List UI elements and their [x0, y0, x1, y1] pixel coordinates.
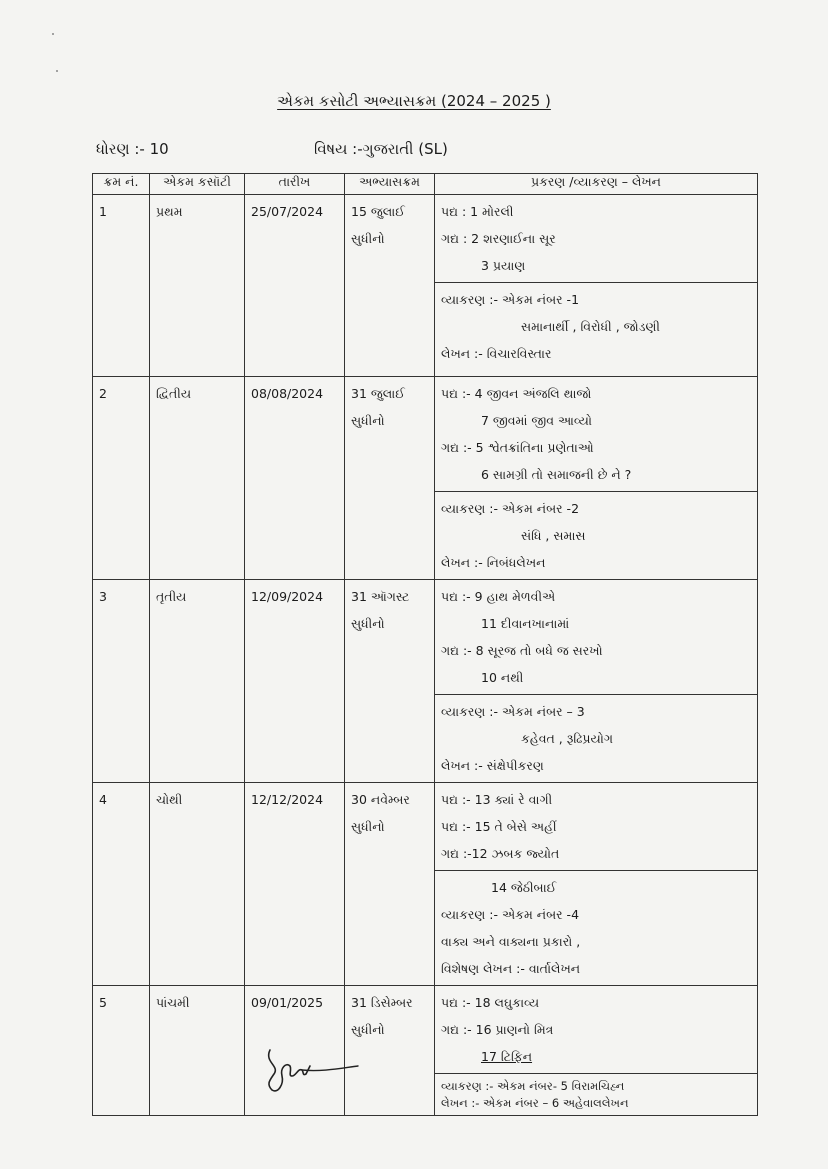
lesson-line: ગદ્ય :- 5 શ્વેતક્રાંતિના પ્રણેતાઓ — [441, 440, 594, 455]
lesson-line: 11 દીવાનખાનામાં — [481, 616, 570, 631]
lesson-line: 6 સામગ્રી તો સમાજની છે ને ? — [481, 467, 632, 482]
lesson-line: 3 પ્રયાણ — [481, 258, 526, 273]
grammar-line: સમાનાર્થી , વિરોધી , જોડણી — [521, 319, 660, 334]
grammar-line: વ્યાકરણ :- એકમ નંબર -1 — [441, 292, 580, 307]
syllabus-line: સુધીનો — [351, 616, 385, 631]
syllabus-line: 31 ઑગસ્ટ — [351, 589, 410, 604]
test-date: 12/12/2024 — [251, 792, 324, 807]
lesson-line: 10 નથી — [481, 670, 524, 685]
syllabus-range — [345, 377, 434, 437]
syllabus-table — [92, 173, 758, 1116]
lesson-line: પદ્ય :- 18 લઘુકાવ્ય — [441, 995, 540, 1010]
lesson-line: 7 જીવમાં જીવ આવ્યો — [481, 413, 593, 428]
table-row — [93, 377, 758, 580]
writing-line: લેખન :- વિચારવિસ્તાર — [441, 346, 552, 361]
serial-number: 3 — [99, 589, 107, 604]
lesson-line: ગદ્ય :- 16 પ્રાણનો મિત્ર — [441, 1022, 554, 1037]
grammar-line: વ્યાકરણ :- એકમ નંબર- 5 વિરામચિહ્ન — [441, 1079, 625, 1093]
lesson-line: 14 જેઠીબાઈ — [491, 880, 557, 895]
grammar-block — [435, 491, 757, 579]
table-header-row — [93, 174, 758, 195]
syllabus-range — [345, 986, 434, 1046]
syllabus-line: 31 જુલાઈ — [351, 386, 405, 401]
lessons-block — [435, 195, 757, 282]
grammar-line: સંધિ , સમાસ — [521, 528, 586, 543]
header-date: તારીખ — [245, 174, 345, 195]
grammar-block — [435, 282, 757, 370]
lesson-line: પદ્ય : 1 મોરલી — [441, 204, 514, 219]
grammar-line: વ્યાકરણ :- એકમ નંબર – 3 — [441, 704, 585, 719]
header-serial: ક્રમ નં. — [93, 174, 150, 195]
table-row — [93, 986, 758, 1116]
lesson-line: પદ્ય :- 4 જીવન અંજલિ થાજો — [441, 386, 592, 401]
table-row — [93, 580, 758, 783]
document-title — [0, 92, 828, 110]
syllabus-line: 30 નવેમ્બર — [351, 792, 410, 807]
writing-line: લેખન :- એકમ નંબર – 6 અહેવાલલેખન — [441, 1096, 629, 1110]
syllabus-line: સુધીનો — [351, 413, 385, 428]
grammar-line: વ્યાકરણ :- એકમ નંબર -2 — [441, 501, 580, 516]
serial-number: 2 — [99, 386, 107, 401]
document-title-text: એકમ કસોટી અભ્યાસક્રમ (2024 – 2025 ) — [277, 92, 551, 110]
test-date: 25/07/2024 — [251, 204, 324, 219]
lesson-line: 17 ટિફિન — [481, 1049, 533, 1064]
scan-speck — [56, 70, 58, 72]
grammar-block — [435, 1073, 757, 1115]
grammar-block — [435, 870, 757, 985]
subject-label: વિષય :-ગુજરાતી (SL) — [314, 140, 448, 158]
lessons-block — [435, 783, 757, 870]
standard-label: ધોરણ :- 10 — [96, 140, 169, 158]
syllabus-line: સુધીનો — [351, 1022, 385, 1037]
grammar-line: કહેવત , રૂઢિપ્રયોગ — [521, 731, 613, 746]
lesson-line: ગદ્ય : 2 શરણાઈના સૂર — [441, 231, 556, 246]
test-name: તૃતીય — [156, 589, 187, 604]
test-name: પ્રથમ — [156, 204, 183, 219]
lesson-line: પદ્ય :- 9 હાથ મેળવીએ — [441, 589, 556, 604]
syllabus-line: 31 ડિસેમ્બર — [351, 995, 413, 1010]
syllabus-range — [345, 580, 434, 640]
test-date: 12/09/2024 — [251, 589, 324, 604]
serial-number: 5 — [99, 995, 107, 1010]
lesson-line: પદ્ય :- 13 ક્યાં રે વાગી — [441, 792, 553, 807]
lesson-line: પદ્ય :- 15 તે બેસે અહીં — [441, 819, 557, 834]
lessons-block — [435, 580, 757, 694]
grammar-line: વ્યાકરણ :- એકમ નંબર -4 — [441, 907, 580, 922]
serial-number: 4 — [99, 792, 107, 807]
test-name: દ્વિતીય — [156, 386, 192, 401]
header-chapters: પ્રકરણ /વ્યાકરણ – લેખન — [435, 174, 758, 195]
test-date: 08/08/2024 — [251, 386, 324, 401]
grammar-line: વાક્ય અને વાક્યના પ્રકારો , — [441, 934, 581, 949]
writing-line: લેખન :- સંક્ષેપીકરણ — [441, 758, 544, 773]
grammar-block — [435, 694, 757, 782]
table-row — [93, 783, 758, 986]
syllabus-range — [345, 195, 434, 255]
syllabus-range — [345, 783, 434, 843]
syllabus-line: સુધીનો — [351, 819, 385, 834]
syllabus-line: સુધીનો — [351, 231, 385, 246]
writing-line: વિશેષણ લેખન :- વાર્તાલેખન — [441, 961, 581, 976]
serial-number: 1 — [99, 204, 107, 219]
scan-speck — [52, 33, 54, 35]
lesson-line: ગદ્ય :- 8 સૂરજ તો બધે જ સરખો — [441, 643, 603, 658]
test-date: 09/01/2025 — [251, 995, 324, 1010]
table-row — [93, 195, 758, 377]
lessons-block — [435, 377, 757, 491]
test-name: ચોથી — [156, 792, 183, 807]
test-name: પાંચમી — [156, 995, 190, 1010]
signature-image — [262, 1040, 372, 1100]
header-syllabus: અભ્યાસક્રમ — [345, 174, 435, 195]
syllabus-line: 15 જુલાઈ — [351, 204, 405, 219]
header-test: એકમ કસૉટી — [150, 174, 245, 195]
lesson-line: ગદ્ય :-12 ઝબક જ્યોત — [441, 846, 560, 861]
lessons-block — [435, 986, 757, 1073]
writing-line: લેખન :- નિબંધલેખન — [441, 555, 546, 570]
